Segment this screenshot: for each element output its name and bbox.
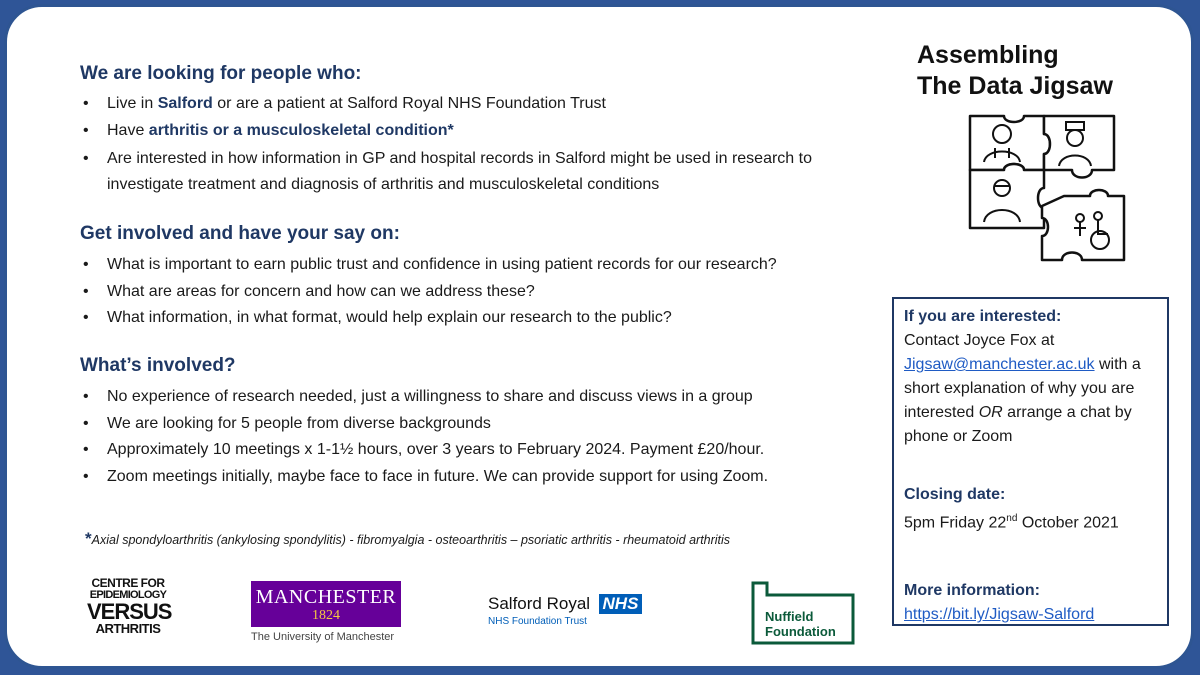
interested-label: If you are interested: — [904, 308, 1062, 325]
closing-date: 5pm Friday 22nd October 2021 — [904, 513, 1119, 532]
puzzle-piece-doctor — [970, 116, 1050, 170]
list-item: • What are areas for concern and how can we address these? — [80, 281, 880, 303]
footnote: *Axial spondyloarthritis (ankylosing spondylitis) - fibromyalgia - osteoarthritis – psoriatic arthritis - rheumatoid arthritis — [85, 529, 731, 548]
nhs-badge: NHS — [599, 594, 643, 614]
heading-looking-for: We are looking for people who: — [80, 63, 362, 84]
list-item: • No experience of research needed, just a willingness to share and discuss views in a group — [80, 386, 880, 408]
puzzle-piece-nurse — [1044, 116, 1114, 178]
list-item: • Live in Salford or are a patient at Salford Royal NHS Foundation Trust — [80, 93, 880, 115]
section-whats-involved — [80, 355, 880, 492]
university-of-manchester-logo: MANCHESTER 1824 The University of Manchester — [251, 581, 401, 643]
list-item: • Zoom meetings initially, maybe face to face in future. We can provide support for using Zoom. — [80, 466, 880, 488]
list-item: • We are looking for 5 people from diverse backgrounds — [80, 413, 880, 435]
contact-info-box — [892, 297, 1169, 626]
heading-have-your-say: Get involved and have your say on: — [80, 223, 400, 244]
heading-whats-involved: What’s involved? — [80, 355, 236, 376]
have-your-say-list — [80, 254, 880, 329]
section-have-your-say — [80, 223, 880, 334]
more-info-link[interactable]: https://bit.ly/Jigsaw-Salford — [904, 606, 1095, 624]
puzzle-piece-family — [1042, 190, 1124, 260]
whats-involved-list — [80, 386, 880, 487]
section-looking-for — [80, 63, 880, 203]
more-info-label: More information: — [904, 582, 1040, 600]
list-item: • What information, in what format, would help explain our research to the public? — [80, 307, 880, 329]
looking-for-list — [80, 93, 880, 198]
list-item: • Have arthritis or a musculoskeletal condition* — [80, 120, 880, 142]
salford-royal-nhs-logo: Salford Royal NHS NHS Foundation Trust — [488, 594, 642, 627]
jigsaw-puzzle-illustration — [962, 110, 1132, 275]
list-item: • What is important to earn public trust and confidence in using patient records for our research? — [80, 254, 880, 276]
contact-text: Contact Joyce Fox at Jigsaw@manchester.ac.uk with a short explanation of why you are interested OR arrange a chat by phone or Zoom — [904, 332, 1141, 445]
list-item: • Are interested in how information in GP and hospital records in Salford might be used in research to investigate treatment and diagnosis of arthritis and musculoskeletal conditions — [80, 146, 827, 198]
centre-for-epidemiology-versus-arthritis-logo: CENTRE FOR EPIDEMIOLOGY VERSUS ARTHRITIS — [87, 576, 172, 636]
poster-card — [4, 4, 1194, 669]
email-link[interactable]: Jigsaw@manchester.ac.uk — [904, 356, 1095, 373]
nuffield-foundation-logo: Nuffield Foundation — [751, 581, 851, 643]
puzzle-piece-scientist — [970, 164, 1044, 228]
list-item: • Approximately 10 meetings x 1-1½ hours, over 3 years to February 2024. Payment £20/hour. — [80, 439, 880, 461]
closing-label: Closing date: — [904, 486, 1006, 503]
poster-title: Assembling The Data Jigsaw — [917, 41, 1113, 100]
